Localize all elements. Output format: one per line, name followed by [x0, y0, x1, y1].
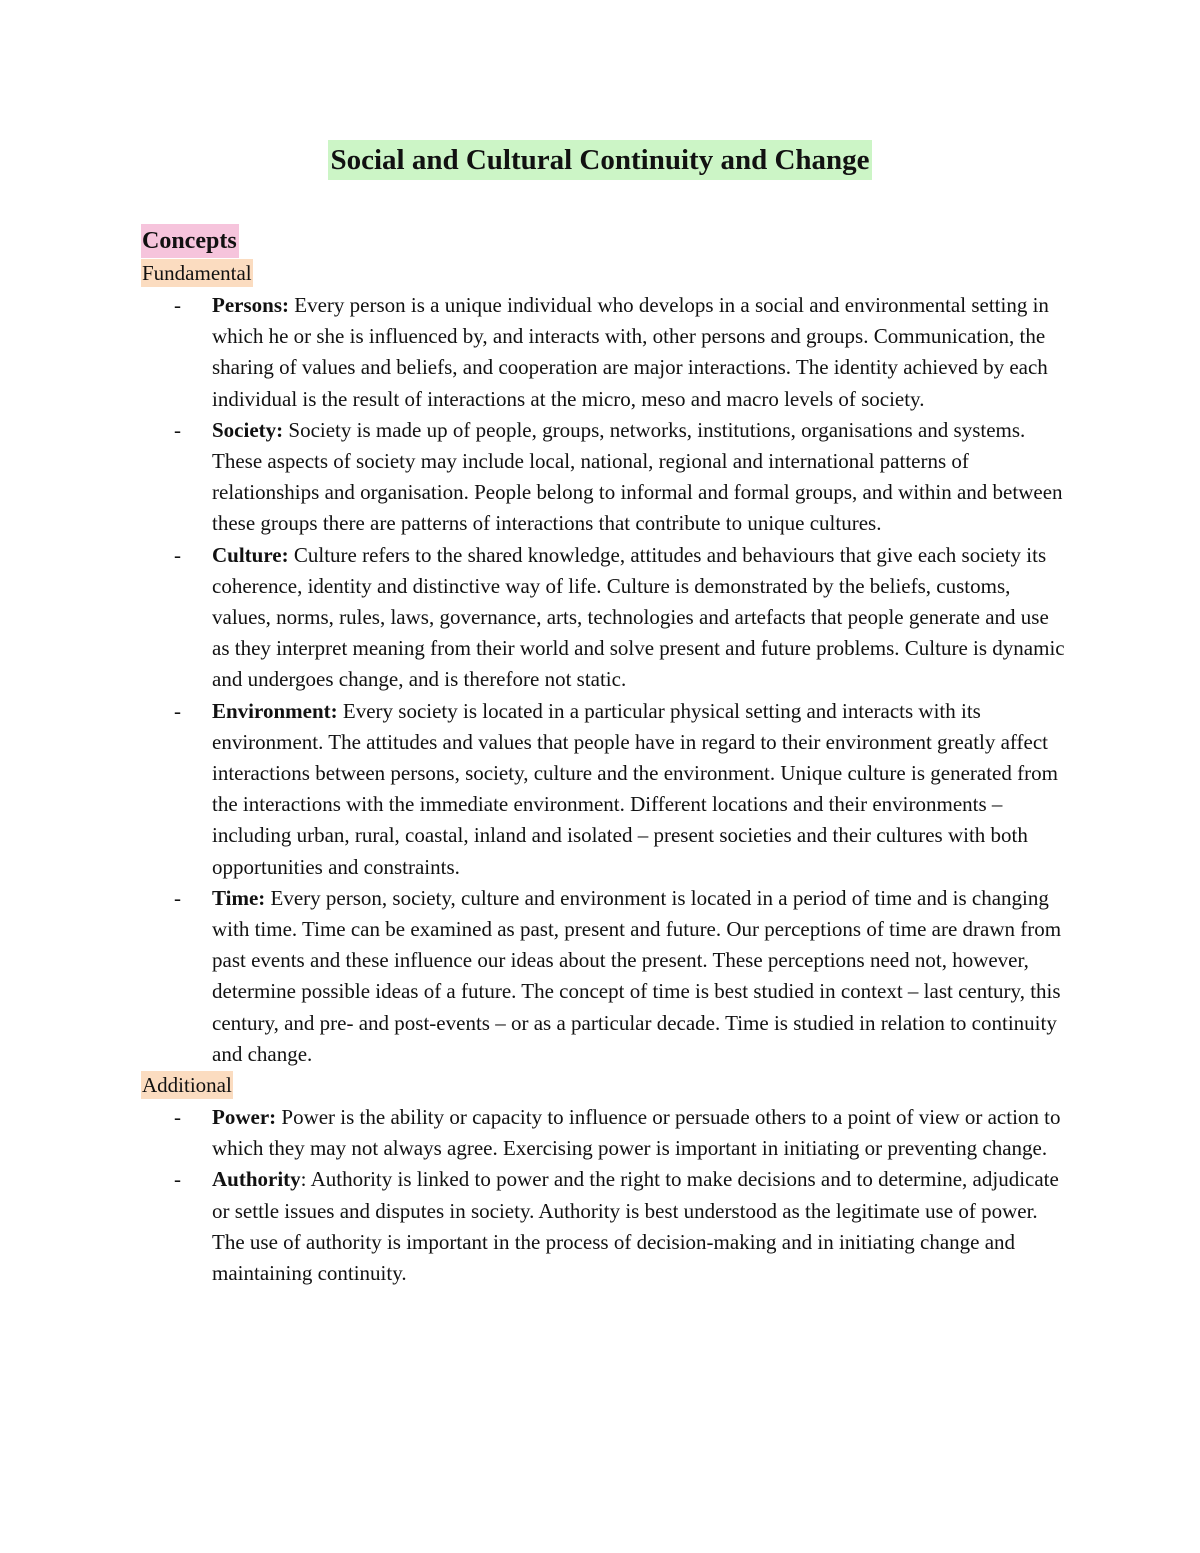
concept-term: Persons:: [212, 293, 289, 317]
concept-definition: Society is made up of people, groups, networks, institutions, organisations and systems. These aspects of society may include local, national, regional and international patterns of relationships and organisation. People belong to informal and formal groups, and within and between these groups there are patterns of interactions that contribute to unique cultures.: [212, 417, 1063, 536]
section-heading-row: [141, 224, 1071, 258]
concept-term: Authority: [212, 1167, 301, 1192]
concept-group-fundamental: [141, 259, 1071, 1070]
concept-list-fundamental: [141, 290, 1071, 1070]
concept-definition: Every society is located in a particular physical setting and interacts with its environment. The attitudes and values that people have in regard to their environment greatly affect interactions between persons, society, culture and the environment. Unique culture is generated from the interactions with the immediate environment. Different locations and their environments – including urban, rural, coastal, inland and isolated – present societies and their cultures with both opportunities and constraints.: [212, 698, 1058, 879]
title-wrapper: [0, 140, 1200, 180]
concept-definition: Power is the ability or capacity to influence or persuade others to a point of view or action to which they may not always agree. Exercising power is important in initiating or preventing change.: [212, 1105, 1061, 1161]
concept-term: Society:: [212, 417, 284, 442]
concept-term: Power:: [212, 1105, 277, 1130]
document-body: [141, 224, 1071, 1289]
concept-item-power: [141, 1102, 1071, 1164]
section-heading-concepts: Concepts: [141, 224, 239, 258]
concept-term: Culture:: [212, 542, 289, 567]
bullet-dash: -: [174, 698, 181, 723]
bullet-dash: -: [174, 1167, 181, 1192]
concept-list-additional: [141, 1102, 1071, 1289]
subheading-fundamental: Fundamental: [142, 261, 252, 285]
bullet-dash: -: [174, 417, 181, 442]
concept-group-additional: [141, 1071, 1071, 1289]
subheading-additional: Additional: [142, 1073, 232, 1098]
concept-definition: Every person is a unique individual who develops in a social and environmental setting in which he or she is influenced by, and interacts with, other persons and groups. Communication, the sharing of values and beliefs, and cooperation are major interactions. The identity achieved by each individual is the result of interactions at the micro, meso and macro levels of society.: [212, 293, 1049, 411]
concept-item-persons: [141, 290, 1071, 415]
bullet-dash: -: [174, 885, 181, 910]
concept-item-time: [141, 883, 1071, 1070]
concept-definition: Culture refers to the shared knowledge, attitudes and behaviours that give each society its coherence, identity and distinctive way of life. Culture is demonstrated by the beliefs, customs, values, norms, rules, laws, governance, arts, technologies and artefacts that people generate and use as they interpret meaning from their world and solve present and future problems. Culture is dynamic and undergoes change, and is therefore not static.: [212, 542, 1065, 692]
subheading-row: [141, 259, 1071, 290]
concept-term: Time:: [212, 885, 266, 910]
concept-item-authority: [141, 1164, 1071, 1289]
concept-item-society: [141, 415, 1071, 540]
bullet-dash: -: [174, 1105, 181, 1130]
concept-item-environment: [141, 696, 1071, 883]
page-title: Social and Cultural Continuity and Change: [328, 140, 871, 180]
concept-definition: : Authority is linked to power and the right to make decisions and to determine, adjudicate or settle issues and disputes in society. Authority is best understood as the legitimate use of power. The use of authority is important in the process of decision-making and in initiating change and maintaining continuity.: [212, 1167, 1059, 1286]
concept-definition: Every person, society, culture and environment is located in a period of time and is changing with time. Time can be examined as past, present and future. Our perceptions of time are drawn from past events and these influence our ideas about the present. These perceptions need not, however, determine possible ideas of a future. The concept of time is best studied in context – last century, this century, and pre- and post-events – or as a particular decade. Time is studied in relation to continuity and change.: [212, 885, 1062, 1066]
subheading-row: [141, 1071, 1071, 1102]
bullet-dash: -: [174, 293, 181, 317]
bullet-dash: -: [174, 542, 181, 567]
concept-term: Environment:: [212, 698, 338, 723]
concept-item-culture: [141, 540, 1071, 696]
